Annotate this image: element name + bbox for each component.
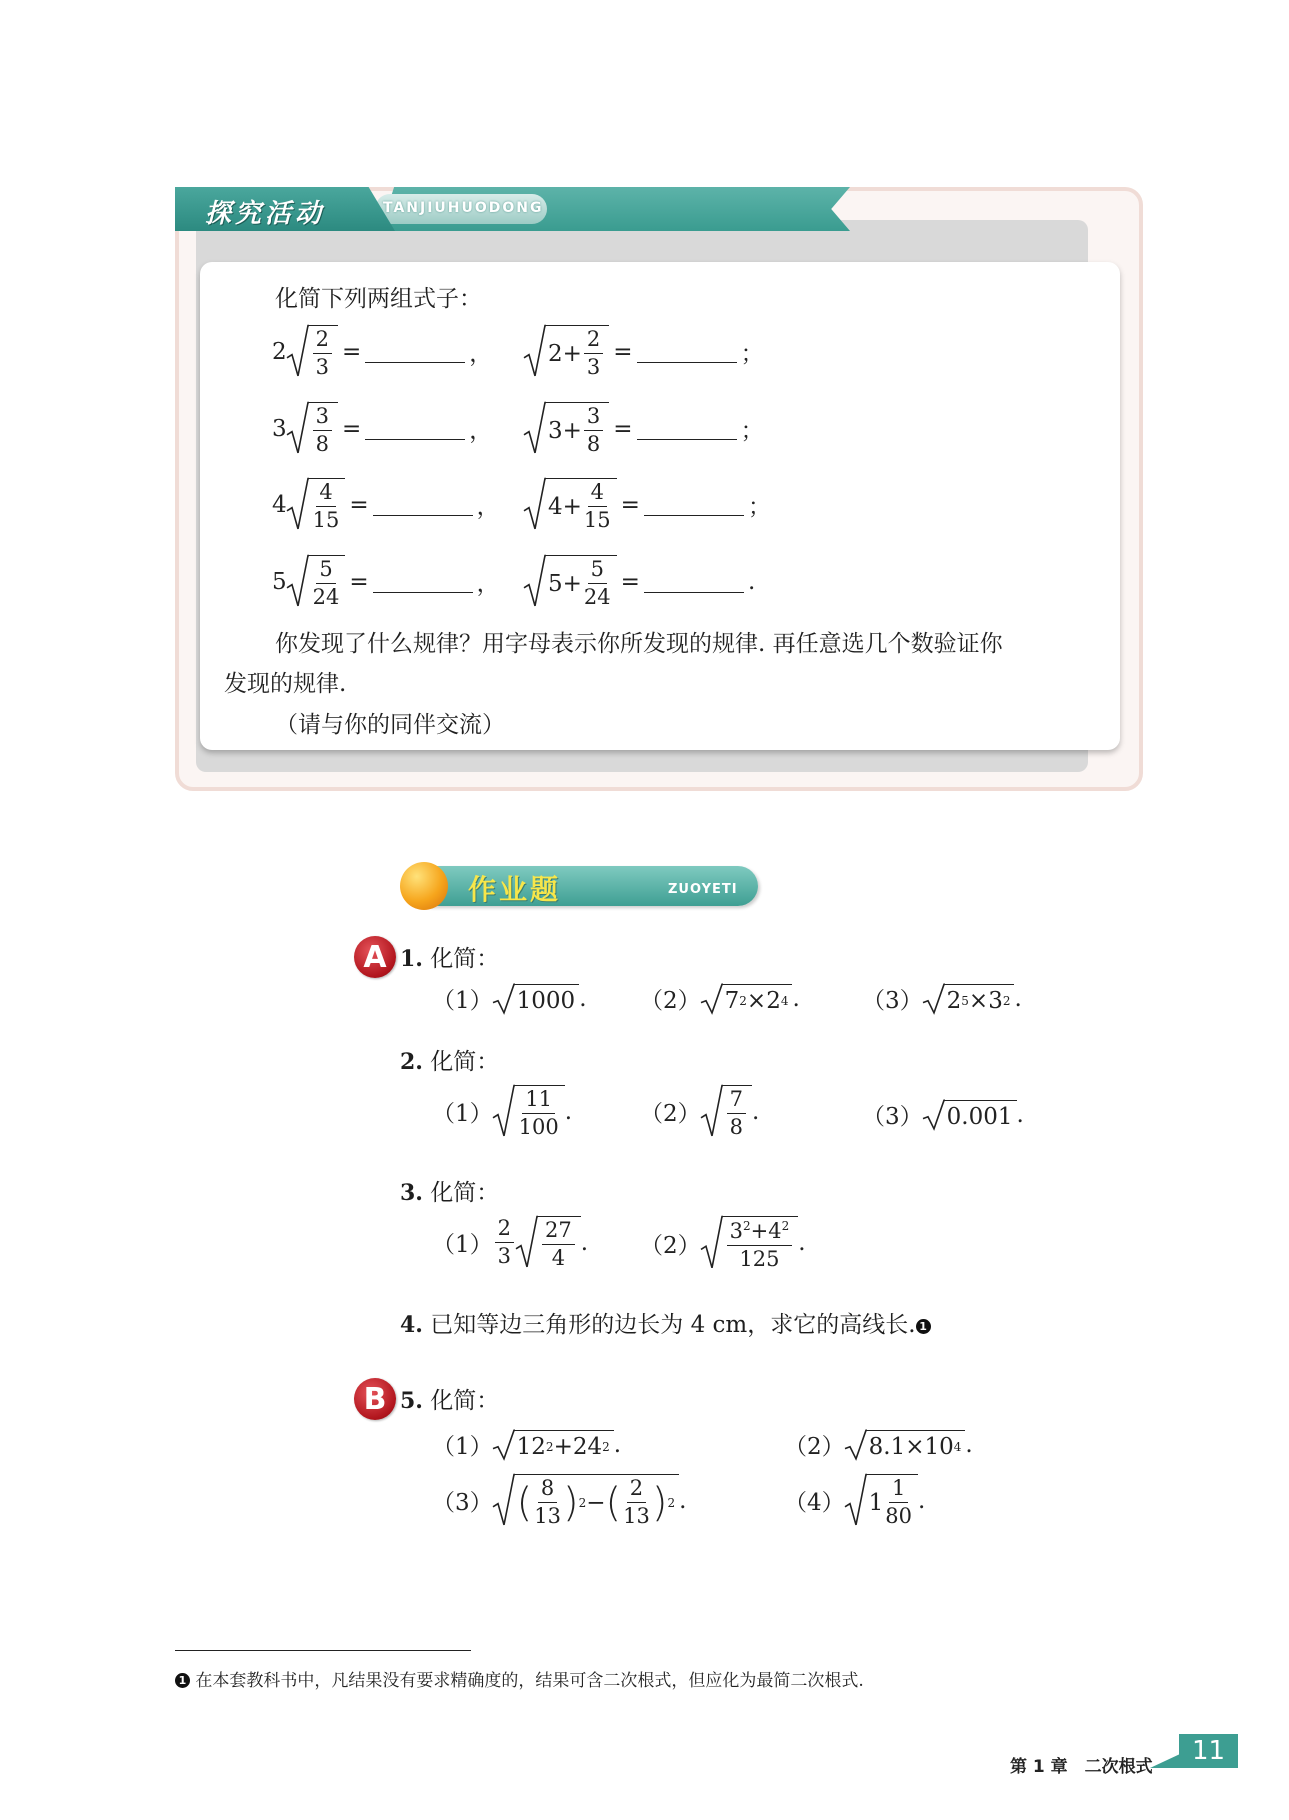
answer-blank[interactable] (644, 570, 744, 593)
q1 (400, 940, 499, 973)
right-paren: ) (651, 1479, 668, 1526)
q1-part1-label: （1） (432, 988, 493, 1014)
radical-icon (516, 1216, 538, 1269)
explore-question-line1: 你发现了什么规律？用字母表示你所发现的规律. 再任意选几个数验证你 (275, 631, 1003, 657)
plus-sign: + (562, 570, 582, 597)
q1-part3-exp2: 2 (1002, 993, 1011, 1008)
q5-part2-exp: 4 (953, 1439, 962, 1454)
radical-icon (845, 1474, 867, 1527)
q1-part3-base2: 3 (988, 987, 1003, 1014)
sqrt (493, 984, 580, 1014)
radical-icon (701, 984, 723, 1014)
denominator: 125 (739, 1247, 780, 1271)
coefficient: 5 (272, 568, 287, 595)
q5-part2-radicand: 8.1×10 (868, 1433, 954, 1460)
exp: 2 (578, 1495, 587, 1510)
radical-icon (493, 1430, 515, 1460)
explore-subtitle: TANJIUHUODONG (383, 200, 544, 216)
sqrt (493, 1474, 679, 1527)
radical-icon (524, 325, 546, 378)
sqrt (701, 1216, 799, 1270)
fraction (542, 1220, 575, 1269)
denominator: 24 (583, 585, 611, 609)
q5-part1-label: （1） (432, 1434, 493, 1460)
numerator: 5 (588, 559, 607, 584)
q5-part1: （1） 12 2 + 24 2 . (432, 1428, 621, 1461)
numerator: 5 (316, 559, 335, 584)
q1-part1-radicand: 1000 (516, 987, 576, 1014)
equals-sign: = (342, 415, 362, 442)
fraction (313, 406, 332, 455)
q5-part2: （2） 8.1×10 4 . (784, 1428, 973, 1461)
explore-row (272, 555, 1092, 619)
fraction (313, 559, 340, 608)
equals-sign: = (620, 491, 640, 518)
minus-sign: − (586, 1489, 606, 1516)
q3-part1: （1） $\frac{2}{3}$ $\frac{27}{4}$ . (432, 1216, 589, 1270)
q5 (400, 1382, 499, 1415)
explore-note: （请与你的同伴交流） (275, 712, 505, 738)
equals-sign: = (349, 491, 369, 518)
q2-part2: （2） $\frac{7}{8}$ . (640, 1087, 760, 1139)
numerator: 2 (495, 1218, 514, 1243)
q1-part3-base1: 2 (946, 987, 962, 1014)
q4-text: 已知等边三角形的边长为 4 cm，求它的高线长. (430, 1312, 916, 1338)
sqrt (701, 1085, 752, 1138)
explore-left-expr (272, 478, 500, 531)
equals-sign: = (613, 338, 633, 365)
explore-left-expr (272, 325, 492, 378)
explore-left-expr (272, 402, 492, 455)
answer-blank[interactable] (365, 417, 465, 440)
radical-icon (493, 1474, 515, 1527)
exp-a: 2 (545, 1439, 554, 1454)
equals-sign: = (620, 568, 640, 595)
explore-left-expr (272, 555, 500, 608)
q2-number: 2. (400, 1049, 423, 1075)
term: 4 (548, 493, 563, 520)
radical-icon (524, 478, 546, 531)
q5-part4: （4） 1 $\frac{1}{80}$ . (784, 1476, 926, 1528)
fraction (885, 1478, 912, 1527)
radical-icon (493, 984, 515, 1014)
page-tab-corner (1150, 1754, 1180, 1768)
sqrt (524, 402, 609, 455)
fraction (727, 1220, 793, 1270)
q5-number: 5. (400, 1388, 423, 1414)
q1-part3: （3） 2 5 × 3 2 . (862, 982, 1022, 1015)
fraction (495, 1218, 514, 1267)
q5-part3: （3） ( $\frac{8}{13}$ ) 2 − ( $\frac{2}{13}$ ) 2 . (432, 1476, 687, 1528)
explore-right-expr (524, 402, 764, 455)
answer-blank[interactable] (637, 417, 737, 440)
q3-number: 3. (400, 1180, 423, 1206)
q4 (400, 1306, 931, 1339)
numerator: 2 (627, 1478, 646, 1503)
row-end-mark: ； (747, 494, 771, 520)
numerator: 4 (588, 482, 607, 507)
answer-blank[interactable] (365, 340, 465, 363)
mixed-whole: 1 (868, 1489, 884, 1516)
numerator: 3 (313, 406, 332, 431)
fraction (584, 559, 611, 608)
denominator: 3 (315, 355, 330, 379)
q2-part3: （3） 0.001 . (862, 1098, 1024, 1131)
footnote-text: 在本套教科书中，凡结果没有要求精确度的，结果可含二次根式，但应化为最简二次根式. (195, 1671, 864, 1691)
numerator: 7 (727, 1089, 746, 1114)
q1-part1: （1） 1000 . (432, 982, 587, 1015)
radical-icon (287, 478, 309, 531)
equals-sign: = (349, 568, 369, 595)
q2 (400, 1043, 499, 1076)
explore-row (272, 402, 1092, 466)
radical-icon (923, 1100, 945, 1130)
term: 3 (548, 417, 563, 444)
sqrt (845, 1474, 918, 1527)
q2-part1-label: （1） (432, 1101, 493, 1127)
fraction (584, 482, 611, 531)
radical-icon (287, 555, 309, 608)
denominator: 3 (586, 355, 601, 379)
denominator: 8 (586, 432, 601, 456)
footnote-mark-icon: 1 (175, 1673, 190, 1688)
level-a-badge: A (354, 936, 396, 978)
q1-part2-label: （2） (640, 988, 701, 1014)
comma: ， (469, 418, 493, 444)
equals-sign: = (342, 338, 362, 365)
numerator: 2 (584, 329, 603, 354)
fraction (519, 1089, 559, 1138)
denominator: 3 (497, 1244, 512, 1268)
homework-title: 作业题 (468, 873, 562, 906)
sqrt (923, 984, 1015, 1014)
equals-sign: = (613, 415, 633, 442)
plus-sign: + (562, 493, 582, 520)
sqrt (516, 1216, 581, 1269)
q2-part3-label: （3） (862, 1104, 923, 1130)
denominator: 24 (312, 585, 340, 609)
right-paren: ) (562, 1479, 579, 1526)
plus-sign: + (562, 417, 582, 444)
level-b-badge: B (354, 1378, 396, 1420)
numerator: 4 (316, 482, 335, 507)
q4-number: 4. (400, 1312, 423, 1338)
q1-part2-exp1: 2 (739, 993, 747, 1008)
chapter-label: 第 1 章 二次根式 (1010, 1757, 1153, 1777)
left-paren: ( (605, 1479, 622, 1526)
explore-row (272, 325, 1092, 389)
denominator: 100 (518, 1115, 559, 1139)
numerator (727, 1220, 793, 1246)
fraction (313, 329, 332, 378)
sqrt (287, 402, 338, 455)
base-a: 3 (729, 1219, 744, 1243)
sqrt (524, 478, 617, 531)
q1-part2-exp2: 4 (780, 993, 789, 1008)
explore-right-expr (524, 478, 771, 531)
times-sign: × (746, 987, 767, 1014)
base-b: 4 (768, 1219, 782, 1243)
sqrt (845, 1430, 966, 1460)
numerator: 11 (522, 1089, 555, 1114)
radical-icon (524, 555, 546, 608)
q1-number: 1. (400, 946, 423, 972)
denominator: 8 (315, 432, 330, 456)
answer-blank[interactable] (637, 340, 737, 363)
sqrt (287, 478, 346, 531)
exp-a: 2 (743, 1219, 751, 1233)
homework-banner (400, 862, 760, 912)
fraction (584, 329, 603, 378)
plus-sign: + (750, 1219, 769, 1243)
footnote (175, 1666, 864, 1691)
q2-part3-radicand: 0.001 (946, 1103, 1013, 1130)
fraction (623, 1478, 650, 1527)
numerator: 8 (538, 1478, 557, 1503)
numerator: 3 (584, 406, 603, 431)
plus-sign: + (562, 340, 582, 367)
times-sign: × (968, 987, 989, 1014)
q5-part4-label: （4） (784, 1490, 845, 1516)
q2-text: 化简： (430, 1049, 500, 1075)
q3 (400, 1174, 499, 1207)
radical-icon (287, 402, 309, 455)
q1-part3-exp1: 5 (961, 993, 969, 1008)
coefficient: 3 (272, 415, 287, 442)
sqrt (493, 1085, 565, 1138)
numerator: 2 (313, 329, 332, 354)
sun-ball-icon (400, 862, 448, 910)
fraction (313, 482, 340, 531)
footnote-ref-icon[interactable]: 1 (916, 1319, 931, 1334)
left-paren: ( (516, 1479, 533, 1526)
base-b: 24 (572, 1433, 603, 1460)
q1-part2: （2） 7 2 × 2 4 . (640, 982, 800, 1015)
radical-icon (845, 1430, 867, 1460)
radical-icon (493, 1085, 515, 1138)
q3-part2-label: （2） (640, 1232, 701, 1259)
homework-subtitle: ZUOYETI (668, 882, 738, 897)
q1-part2-base1: 7 (724, 987, 740, 1014)
sqrt (923, 1100, 1017, 1130)
explore-title: 探究活动 (205, 199, 326, 229)
denominator: 80 (885, 1504, 913, 1528)
sqrt (287, 555, 346, 608)
q3-part1-label: （1） (432, 1232, 493, 1258)
numerator: 1 (889, 1478, 908, 1503)
denominator: 15 (312, 508, 340, 532)
radical-icon (701, 1216, 723, 1270)
row-end-mark: ； (740, 418, 764, 444)
q5-part3-label: （3） (432, 1490, 493, 1516)
explore-question-line2: 发现的规律. (224, 671, 347, 697)
denominator: 13 (623, 1504, 650, 1528)
denominator: 15 (583, 508, 611, 532)
page-number: 11 (1179, 1734, 1238, 1768)
sqrt (287, 325, 338, 378)
denominator: 4 (551, 1246, 566, 1270)
answer-blank[interactable] (373, 493, 473, 516)
explore-intro: 化简下列两组式子： (275, 286, 482, 312)
plus-sign: + (553, 1433, 573, 1460)
comma: ， (469, 341, 493, 367)
explore-right-expr (524, 325, 764, 378)
radical-icon (923, 984, 945, 1014)
q1-text: 化简： (430, 946, 500, 972)
sqrt (493, 1430, 614, 1460)
radical-icon (701, 1085, 723, 1138)
sqrt (524, 325, 609, 378)
fraction (534, 1478, 561, 1527)
explore-right-expr (524, 555, 755, 608)
base-a: 12 (516, 1433, 546, 1460)
exp-b: 2 (781, 1219, 790, 1233)
exp: 2 (667, 1495, 676, 1510)
q1-part3-label: （3） (862, 988, 923, 1014)
radical-icon (287, 325, 309, 378)
q2-part2-label: （2） (640, 1101, 701, 1127)
answer-blank[interactable] (373, 570, 473, 593)
fraction (727, 1089, 746, 1138)
denominator: 8 (729, 1115, 744, 1139)
radical-icon (524, 402, 546, 455)
explore-header (175, 187, 875, 231)
q5-text: 化简： (430, 1388, 500, 1414)
q2-part1: （1） $\frac{11}{100}$ . (432, 1087, 573, 1139)
q3-text: 化简： (430, 1180, 500, 1206)
exp-b: 2 (602, 1439, 610, 1454)
term: 5 (548, 570, 563, 597)
term: 2 (548, 340, 563, 367)
coefficient: 2 (272, 338, 287, 365)
q3-part2: （2） $\frac{3^2+4^2}{125}$ . (640, 1216, 806, 1270)
coefficient: 4 (272, 491, 287, 518)
q5-part2-label: （2） (784, 1434, 845, 1460)
answer-blank[interactable] (644, 493, 744, 516)
explore-row (272, 478, 1092, 542)
q1-part2-base2: 2 (766, 987, 781, 1014)
row-end-mark: . (747, 568, 756, 595)
sqrt (701, 984, 793, 1014)
footnote-divider (175, 1650, 471, 1651)
comma: ， (476, 571, 500, 597)
comma: ， (476, 494, 500, 520)
sqrt (524, 555, 617, 608)
denominator: 13 (534, 1504, 561, 1528)
row-end-mark: ； (740, 341, 764, 367)
numerator: 27 (542, 1220, 575, 1245)
fraction (584, 406, 603, 455)
